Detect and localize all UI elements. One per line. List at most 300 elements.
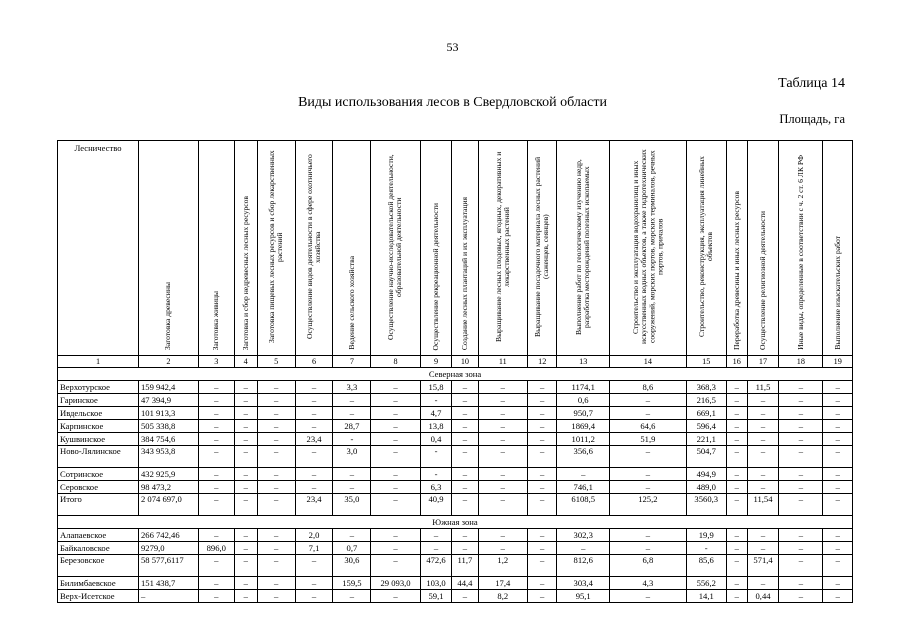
units-label: Площадь, га [779, 112, 845, 126]
table-cell: – [371, 468, 420, 481]
table-cell: – [726, 529, 747, 542]
table-cell: – [610, 481, 687, 494]
table-cell: – [527, 494, 556, 516]
column-number: 2 [138, 356, 198, 368]
table-cell: 571,4 [747, 555, 779, 577]
table-cell: 1,2 [478, 555, 527, 577]
table-row [58, 381, 853, 394]
table-cell: 368,3 [686, 381, 726, 394]
table-cell: – [333, 590, 371, 603]
table-cell: – [234, 481, 257, 494]
column-header: Осуществление религиозной деятельности [747, 141, 779, 356]
table-cell: – [478, 407, 527, 420]
table-cell: – [295, 381, 333, 394]
table-cell: – [452, 542, 478, 555]
table-cell: – [747, 468, 779, 481]
table-row [58, 555, 853, 577]
table-cell: – [823, 542, 853, 555]
table-cell: 0,4 [420, 433, 452, 446]
table-cell: – [295, 446, 333, 468]
table-cell: 95,1 [557, 590, 610, 603]
table-cell: 17,4 [478, 577, 527, 590]
table-cell: 746,1 [557, 481, 610, 494]
column-header: Ведение сельского хозяйства [333, 141, 371, 356]
table-cell: 13,8 [420, 420, 452, 433]
table-cell: – [333, 468, 371, 481]
table-cell: – [478, 433, 527, 446]
table-cell: – [333, 394, 371, 407]
table-cell: – [527, 529, 556, 542]
table-cell: – [823, 577, 853, 590]
column-header: Заготовка древесины [138, 141, 198, 356]
column-header: Создание лесных плантаций и их эксплуатация [452, 141, 478, 356]
table-cell: 3,3 [333, 381, 371, 394]
table-cell: – [823, 420, 853, 433]
table-cell: 0,7 [333, 542, 371, 555]
table-cell: – [527, 468, 556, 481]
table-row [58, 590, 853, 603]
table-cell: 4,3 [610, 577, 687, 590]
table-cell: 6108,5 [557, 494, 610, 516]
table-cell: 8,6 [610, 381, 687, 394]
table-cell: 489,0 [686, 481, 726, 494]
table-cell: – [198, 468, 234, 481]
table-cell: – [823, 394, 853, 407]
table-cell: – [234, 555, 257, 577]
table-cell: 15,8 [420, 381, 452, 394]
table-cell: – [610, 407, 687, 420]
column-number: 19 [823, 356, 853, 368]
table-cell: – [198, 394, 234, 407]
table-cell: 494,9 [686, 468, 726, 481]
forestry-name: Сотринское [58, 468, 139, 481]
table-cell: 216,5 [686, 394, 726, 407]
column-header: Выполнение работ по геологическому изучению недр, разработка месторождений полезных ископаемых [557, 141, 610, 356]
table-cell: – [527, 381, 556, 394]
column-number: 9 [420, 356, 452, 368]
table-cell: – [295, 577, 333, 590]
table-cell: – [198, 446, 234, 468]
table-cell: 2 074 697,0 [138, 494, 198, 516]
table-cell: – [198, 420, 234, 433]
column-header: Осуществление видов деятельности в сфере охотничьего хозяйства [295, 141, 333, 356]
table-cell: 30,6 [333, 555, 371, 577]
table-cell: – [747, 446, 779, 468]
table-cell: 29 093,0 [371, 577, 420, 590]
column-header: Строительство и эксплуатация водохранилищ и иных искусственных водных объектов, а также гидротехнических сооружений, морских портов, морских терминалов, речных портов, причалов [610, 141, 687, 356]
table-cell: – [420, 529, 452, 542]
table-cell: 14,1 [686, 590, 726, 603]
table-cell: – [747, 394, 779, 407]
table-cell: – [610, 394, 687, 407]
table-cell: – [234, 577, 257, 590]
table-cell: – [779, 577, 823, 590]
table-cell: 596,4 [686, 420, 726, 433]
table-cell: – [726, 590, 747, 603]
table-cell: - [686, 542, 726, 555]
forest-use-table [57, 140, 853, 603]
table-cell: 40,9 [420, 494, 452, 516]
table-cell: – [527, 481, 556, 494]
table-cell: – [478, 381, 527, 394]
table-cell: – [726, 494, 747, 516]
column-number: 6 [295, 356, 333, 368]
table-row [58, 481, 853, 494]
table-cell: 505 338,8 [138, 420, 198, 433]
table-row [58, 494, 853, 516]
table-cell: 896,0 [198, 542, 234, 555]
table-cell: 3,0 [333, 446, 371, 468]
table-cell: – [527, 407, 556, 420]
table-cell: – [747, 529, 779, 542]
table-cell: – [257, 555, 295, 577]
table-cell: – [478, 468, 527, 481]
forestry-name: Итого [58, 494, 139, 516]
table-cell: 44,4 [452, 577, 478, 590]
table-cell: – [257, 407, 295, 420]
table-cell: – [478, 529, 527, 542]
table-cell: – [371, 394, 420, 407]
table-cell: – [234, 394, 257, 407]
table-cell: – [527, 446, 556, 468]
table-cell: – [198, 555, 234, 577]
column-number: 12 [527, 356, 556, 368]
table-cell: – [823, 529, 853, 542]
column-header-forestry: Лесничество [58, 141, 139, 356]
table-cell: - [420, 394, 452, 407]
table-cell: – [371, 529, 420, 542]
table-cell: – [478, 394, 527, 407]
table-row [58, 446, 853, 468]
table-cell: – [610, 529, 687, 542]
column-header: Иные виды, определенные в соответствии с ч. 2 ст. 6 ЛК РФ [779, 141, 823, 356]
table-cell: 472,6 [420, 555, 452, 577]
table-cell: 302,3 [557, 529, 610, 542]
table-cell: 11,5 [747, 381, 779, 394]
table-cell: 669,1 [686, 407, 726, 420]
table-cell: 0,6 [557, 394, 610, 407]
table-cell: – [198, 590, 234, 603]
table-cell: – [234, 590, 257, 603]
column-number: 13 [557, 356, 610, 368]
table-cell: – [371, 381, 420, 394]
table-cell: – [478, 481, 527, 494]
table-cell: 6,3 [420, 481, 452, 494]
table-cell: – [823, 446, 853, 468]
table-cell: – [747, 577, 779, 590]
column-header: Заготовка и сбор недревесных лесных ресурсов [234, 141, 257, 356]
table-cell: 35,0 [333, 494, 371, 516]
table-cell: – [452, 494, 478, 516]
forestry-name: Билимбаевское [58, 577, 139, 590]
table-cell: 950,7 [557, 407, 610, 420]
table-row [58, 542, 853, 555]
forestry-name: Гаринское [58, 394, 139, 407]
column-number: 7 [333, 356, 371, 368]
table-cell: – [257, 381, 295, 394]
table-cell: – [610, 446, 687, 468]
table-cell: – [257, 542, 295, 555]
zone-header-row [58, 516, 853, 529]
table-cell: – [295, 555, 333, 577]
table-cell: – [452, 590, 478, 603]
table-cell: 9279,0 [138, 542, 198, 555]
table-cell: – [452, 420, 478, 433]
table-row [58, 433, 853, 446]
table-cell: – [234, 446, 257, 468]
table-cell: – [452, 481, 478, 494]
table-cell: – [557, 542, 610, 555]
table-cell: – [420, 542, 452, 555]
table-cell: – [257, 577, 295, 590]
table-cell: – [823, 555, 853, 577]
table-cell: – [726, 577, 747, 590]
column-number: 17 [747, 356, 779, 368]
column-number: 4 [234, 356, 257, 368]
forestry-name: Верхотурское [58, 381, 139, 394]
table-cell: 159,5 [333, 577, 371, 590]
table-cell: 432 925,9 [138, 468, 198, 481]
table-cell: – [478, 494, 527, 516]
table-cell: – [779, 555, 823, 577]
table-cell: – [295, 407, 333, 420]
page-number: 53 [446, 40, 459, 54]
zone-name: Южная зона [58, 516, 853, 529]
table-cell: – [257, 420, 295, 433]
table-cell: – [779, 381, 823, 394]
table-cell: 23,4 [295, 433, 333, 446]
table-cell: – [371, 446, 420, 468]
table-cell: – [726, 407, 747, 420]
table-cell: – [726, 481, 747, 494]
table-cell: – [823, 468, 853, 481]
table-cell: – [527, 433, 556, 446]
table-cell: – [779, 420, 823, 433]
table-cell: – [371, 481, 420, 494]
table-cell: – [452, 394, 478, 407]
table-cell: 556,2 [686, 577, 726, 590]
table-cell: – [823, 407, 853, 420]
table-cell: – [257, 481, 295, 494]
table-cell: – [823, 494, 853, 516]
table-cell: – [478, 542, 527, 555]
table-cell: 125,2 [610, 494, 687, 516]
table-cell: – [747, 542, 779, 555]
table-cell: – [527, 420, 556, 433]
table-cell: – [610, 542, 687, 555]
table-cell: – [452, 433, 478, 446]
table-cell: – [823, 381, 853, 394]
zone-name: Северная зона [58, 368, 853, 381]
table-cell: – [234, 529, 257, 542]
table-cell: – [610, 468, 687, 481]
column-header: Осуществление научно-исследовательской деятельности, образовательной деятельности [371, 141, 420, 356]
table-cell: – [779, 446, 823, 468]
table-cell: – [779, 529, 823, 542]
table-cell: 159 942,4 [138, 381, 198, 394]
table-cell: 7,1 [295, 542, 333, 555]
table-cell: – [333, 407, 371, 420]
table-cell: – [779, 407, 823, 420]
column-header: Выращивание лесных плодовых, ягодных, декоративных и лекарственных растений [478, 141, 527, 356]
table-cell: – [726, 542, 747, 555]
table-cell: - [333, 433, 371, 446]
table-cell: 8,2 [478, 590, 527, 603]
table-cell: – [527, 555, 556, 577]
table-cell: 64,6 [610, 420, 687, 433]
forestry-name: Ивдельское [58, 407, 139, 420]
table-cell: – [234, 420, 257, 433]
table-cell: – [371, 555, 420, 577]
column-number: 8 [371, 356, 420, 368]
table-row [58, 577, 853, 590]
table-cell: – [257, 433, 295, 446]
table-cell: 0,44 [747, 590, 779, 603]
table-cell: – [452, 407, 478, 420]
table-cell: 266 742,46 [138, 529, 198, 542]
column-number: 14 [610, 356, 687, 368]
table-cell: – [779, 590, 823, 603]
table-cell: – [747, 407, 779, 420]
table-cell: 1011,2 [557, 433, 610, 446]
table-cell: – [726, 420, 747, 433]
column-number: 18 [779, 356, 823, 368]
table-cell: 11,7 [452, 555, 478, 577]
table-cell: – [257, 394, 295, 407]
column-header: Заготовка пищевых лесных ресурсов и сбор лекарственных растений [257, 141, 295, 356]
table-cell: – [726, 555, 747, 577]
table-cell: – [452, 446, 478, 468]
table-cell: – [779, 468, 823, 481]
table-cell: – [823, 590, 853, 603]
column-header: Строительство, реконструкция, эксплуатация линейных объектов [686, 141, 726, 356]
table-cell: – [234, 494, 257, 516]
table-cell: 356,6 [557, 446, 610, 468]
table-cell: 384 754,6 [138, 433, 198, 446]
table-cell: – [371, 433, 420, 446]
table-cell: – [198, 407, 234, 420]
table-cell: 98 473,2 [138, 481, 198, 494]
table-cell: 101 913,3 [138, 407, 198, 420]
table-cell: – [198, 577, 234, 590]
table-cell: – [234, 468, 257, 481]
table-row [58, 529, 853, 542]
column-number: 15 [686, 356, 726, 368]
table-cell: – [371, 542, 420, 555]
column-number: 5 [257, 356, 295, 368]
table-cell: – [823, 433, 853, 446]
table-cell: – [527, 590, 556, 603]
column-header: Выполнение изыскательских работ [823, 141, 853, 356]
table-cell: 1174,1 [557, 381, 610, 394]
table-cell: – [726, 468, 747, 481]
table-label: Таблица 14 [778, 76, 845, 91]
table-cell: 812,6 [557, 555, 610, 577]
table-cell: – [747, 433, 779, 446]
column-header: Переработка древесины и иных лесных ресурсов [726, 141, 747, 356]
table-cell: – [138, 590, 198, 603]
forestry-name: Алапаевское [58, 529, 139, 542]
table-row [58, 468, 853, 481]
table-cell: – [333, 529, 371, 542]
column-number-row [58, 356, 853, 368]
table-cell: – [257, 468, 295, 481]
table-cell: 504,7 [686, 446, 726, 468]
column-number: 3 [198, 356, 234, 368]
table-cell: - [420, 468, 452, 481]
forestry-name: Ново-Лялинское [58, 446, 139, 468]
table-cell: – [779, 433, 823, 446]
table-cell: 3560,3 [686, 494, 726, 516]
table-cell: – [726, 433, 747, 446]
table-cell: – [257, 446, 295, 468]
table-cell: - [420, 446, 452, 468]
column-number: 16 [726, 356, 747, 368]
forestry-name: Верх-Исетское [58, 590, 139, 603]
table-cell: – [234, 433, 257, 446]
table-cell: – [747, 481, 779, 494]
table-cell: – [779, 481, 823, 494]
table-cell: – [198, 529, 234, 542]
table-cell: 103,0 [420, 577, 452, 590]
table-cell: – [747, 420, 779, 433]
table-row [58, 394, 853, 407]
table-row [58, 420, 853, 433]
table-cell: 59,1 [420, 590, 452, 603]
table-cell: – [478, 420, 527, 433]
table-cell: – [371, 407, 420, 420]
table-cell: – [198, 381, 234, 394]
table-cell: 303,4 [557, 577, 610, 590]
table-cell: 28,7 [333, 420, 371, 433]
table-cell: – [198, 433, 234, 446]
column-number: 11 [478, 356, 527, 368]
zone-header-row [58, 368, 853, 381]
table-cell: 58 577,6117 [138, 555, 198, 577]
forestry-name: Байкаловское [58, 542, 139, 555]
table-cell: – [726, 381, 747, 394]
column-number: 10 [452, 356, 478, 368]
column-header: Осуществление рекреационной деятельности [420, 141, 452, 356]
table-cell: – [371, 494, 420, 516]
table-cell: – [234, 407, 257, 420]
table-cell: 2,0 [295, 529, 333, 542]
table-cell: 4,7 [420, 407, 452, 420]
table-cell: – [823, 481, 853, 494]
table-body [58, 356, 853, 603]
table-cell: – [257, 494, 295, 516]
table-cell: – [557, 468, 610, 481]
table-cell: – [257, 590, 295, 603]
table-cell: – [234, 542, 257, 555]
table-cell: – [295, 481, 333, 494]
table-cell: – [295, 420, 333, 433]
table-cell: – [333, 481, 371, 494]
table-cell: – [295, 590, 333, 603]
table-cell: – [610, 590, 687, 603]
table-cell: – [527, 542, 556, 555]
table-cell: 11,54 [747, 494, 779, 516]
table-cell: – [478, 446, 527, 468]
table-cell: 221,1 [686, 433, 726, 446]
table-cell: 19,9 [686, 529, 726, 542]
table-cell: – [452, 381, 478, 394]
table-row [58, 407, 853, 420]
header-row [58, 141, 853, 356]
table-cell: 343 953,8 [138, 446, 198, 468]
table-cell: 151 438,7 [138, 577, 198, 590]
forestry-name: Кушвинское [58, 433, 139, 446]
